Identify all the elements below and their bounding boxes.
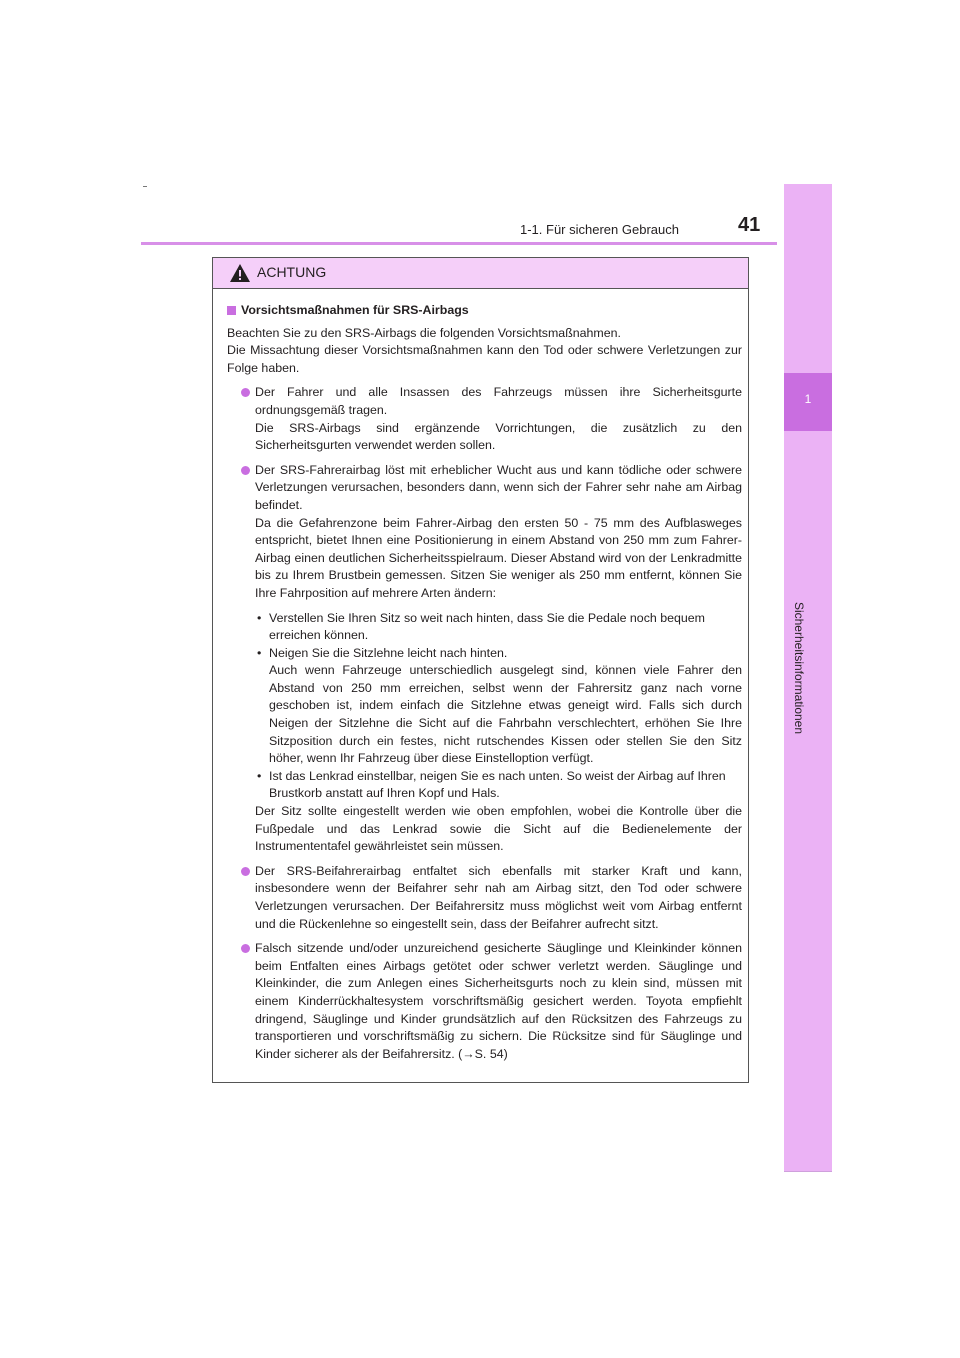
sub-item (255, 645, 742, 663)
warning-header (213, 258, 748, 289)
round-bullet-icon (241, 944, 250, 953)
bullet-item (241, 462, 742, 856)
bullet-paragraph: Da die Gefahrenzone beim Fahrer-Airbag den ersten 50 - 75 mm des Aufblasweges entspricht, bietet Ihnen eine Positionierung in einem Abstand von 250 mm zum Fahrer-Airbag einen deutlichen Sicherheitsspielraum. Dieser Abstand wird von der Lenkradmitte bis zu Ihrem Brustbein gemessen. Sitzen Sie weniger als 250 mm entfernt, können Sie Ihre Fahrposition auf mehrere Arten ändern: (255, 515, 742, 600)
topic-heading-text: Vorsichtsmaßnahmen für SRS-Airbags (241, 303, 469, 317)
round-bullet-icon (241, 867, 250, 876)
sub-list (255, 610, 742, 804)
warning-content (213, 289, 748, 1063)
sub-item (255, 610, 742, 645)
intro-line: Die Missachtung dieser Vorsichtsmaßnahmen kann den Tod oder schwere Verletzungen zur Folge haben. (227, 343, 742, 375)
bullet-paragraph: Der SRS-Fahrerairbag löst mit erheblicher Wucht aus und kann tödliche oder schwere Verletzungen verursachen, besonders dann, wenn sich der Fahrer sehr nahe am Airbag befindet. (255, 462, 742, 512)
bullet-paragraph: Die SRS-Airbags sind ergänzende Vorrichtungen, die zusätzlich zu den Sicherheitsgurten verwendet werden sollen. (255, 420, 742, 453)
bullet-paragraph: Der Fahrer und alle Insassen des Fahrzeugs müssen ihre Sicherheitsgurte ordnungsgemäß tragen. (255, 385, 742, 417)
intro-line: Beachten Sie zu den SRS-Airbags die folgenden Vorsichtsmaßnahmen. (227, 325, 621, 340)
bullet-paragraph: Falsch sitzende und/oder unzureichend gesicherte Säuglinge und Kleinkinder können beim Entfalten eines Airbags getötet oder schwer verletzt werden. Säuglinge und Kleinkinder, die zum Anlegen eines Sicherheitsgurts noch zu klein sind, müssen mit einem Kinderrückhaltesystem vorschriftsmäßig gesichert werden. Toyota empfiehlt dringend, Säuglinge und Kinder grundsätzlich auf den Rücksitzen des Fahrzeugs zu transportieren und vorschriftsmäßig zu sichern. Die Rücksitze sind für Säuglinge und Kinder sicherer als der Beifahrersitz. (→S. 54) (255, 941, 742, 1061)
header-divider (141, 242, 777, 245)
sub-item-continuation: Auch wenn Fahrzeuge unterschiedlich ausgelegt sind, können viele Fahrer den Abstand von 250 mm erreichen, selbst wenn der Fahrersitz ganz nach vorne geschoben ist, indem einfach die Sitzlehne etwas geneigt wird. Falls sich durch Neigen der Sitzlehne die Sicht auf die Fahrbahn verschlechtert, erhöhen Sie Ihre Sitzposition durch ein festes, nicht rutschendes Kissen oder stellen Sie den Sitz höher, wenn Ihr Fahrzeug über diese Einstelloption verfügt. (269, 663, 742, 766)
bullet-glyph: • (257, 768, 262, 783)
warning-title: ACHTUNG (257, 264, 327, 280)
sub-item-text: Ist das Lenkrad einstellbar, neigen Sie es nach unten. So weist der Airbag auf Ihren Brustkorb anstatt auf Ihren Kopf und Hals. (269, 768, 726, 801)
bullet-glyph: • (257, 610, 262, 625)
sub-item-text: Neigen Sie die Sitzlehne leicht nach hinten. (269, 645, 508, 660)
chapter-title: Sicherheitsinformationen (792, 601, 806, 735)
warning-triangle-icon (230, 264, 250, 282)
crop-mark (143, 186, 147, 187)
chapter-number: 1 (804, 392, 812, 406)
page-number: 41 (738, 214, 761, 236)
bullet-closing: Der Sitz sollte eingestellt werden wie oben empfohlen, wobei die Kontrolle über die Fußpedale und das Lenkrad sowie die Sicht auf die Bedienelemente der Instrumententafel gewährleistet sein müssen. (255, 804, 742, 854)
sub-item (255, 768, 742, 803)
bullet-paragraph: Der SRS-Beifahrerairbag entfaltet sich ebenfalls mit starker Kraft und kann, insbesondere wenn der Beifahrer sehr nah am Airbag sitzt, den Tod oder schwere Verletzungen verursachen. Der Beifahrersitz muss möglichst weit vom Airbag entfernt und die Rückenlehne so eingestellt sein, dass der Beifahrer aufrecht sitzt. (255, 863, 742, 931)
bullet-glyph: • (257, 645, 262, 660)
bullet-item (241, 384, 742, 454)
bullet-item (241, 940, 742, 1063)
round-bullet-icon (241, 388, 250, 397)
side-tab-end-rule (784, 1171, 832, 1172)
square-bullet-icon (227, 306, 236, 315)
warning-box (212, 257, 749, 1083)
bullet-item (241, 863, 742, 933)
round-bullet-icon (241, 466, 250, 475)
sub-item-text: Verstellen Sie Ihren Sitz so weit nach hinten, dass Sie die Pedale noch bequem erreichen können. (269, 610, 706, 643)
topic-heading (227, 302, 742, 320)
section-title: 1-1. Für sicheren Gebrauch (520, 222, 679, 237)
